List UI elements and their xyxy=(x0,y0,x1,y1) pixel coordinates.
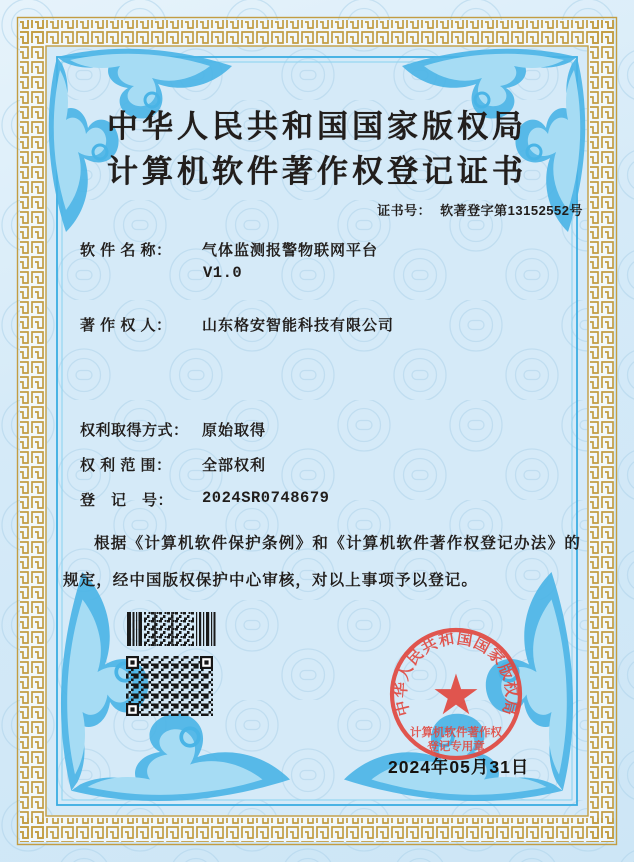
software-name-value: 气体监测报警物联网平台 xyxy=(202,242,379,259)
certificate-title: 计算机软件著作权登记证书 xyxy=(107,154,527,189)
copyright-owner-label: 著 作 权 人： xyxy=(80,317,172,334)
certificate-number-label: 证书号： xyxy=(377,203,432,218)
copyright-owner-value: 山东格安智能科技有限公司 xyxy=(202,317,395,334)
authority-title: 中华人民共和国国家版权局 xyxy=(107,109,527,144)
official-red-seal xyxy=(384,622,528,766)
seal-line2: 登记专用章 xyxy=(427,741,485,753)
rights-acquisition-value: 原始取得 xyxy=(202,422,267,439)
qr-code xyxy=(126,656,213,716)
seal-line1: 计算机软件著作权 xyxy=(410,727,502,739)
rights-acquisition-label: 权利取得方式： xyxy=(80,422,189,439)
rights-scope-value: 全部权利 xyxy=(202,457,267,474)
certificate-number-value: 软著登字第13152552号 xyxy=(440,203,583,218)
registration-date: 2024年05月31日 xyxy=(388,757,530,777)
registration-number-value: 2024SR0748679 xyxy=(202,489,330,507)
rights-scope-label: 权 利 范 围： xyxy=(80,457,172,474)
software-version-value: V1.0 xyxy=(203,264,243,282)
registration-statement: 根据《计算机软件保护条例》和《计算机软件著作权登记办法》的规定，经中国版权保护中心审核，对以上事项予以登记。 xyxy=(63,535,581,589)
registration-number-label: 登 记 号： xyxy=(80,492,174,509)
barcode xyxy=(127,612,216,646)
seal-arc-text: 中华人民共和国国家版权局 xyxy=(392,630,520,718)
red-star-icon: ★ xyxy=(430,663,482,728)
software-name-label: 软 件 名 称： xyxy=(80,242,172,259)
certificate-number xyxy=(377,200,583,219)
